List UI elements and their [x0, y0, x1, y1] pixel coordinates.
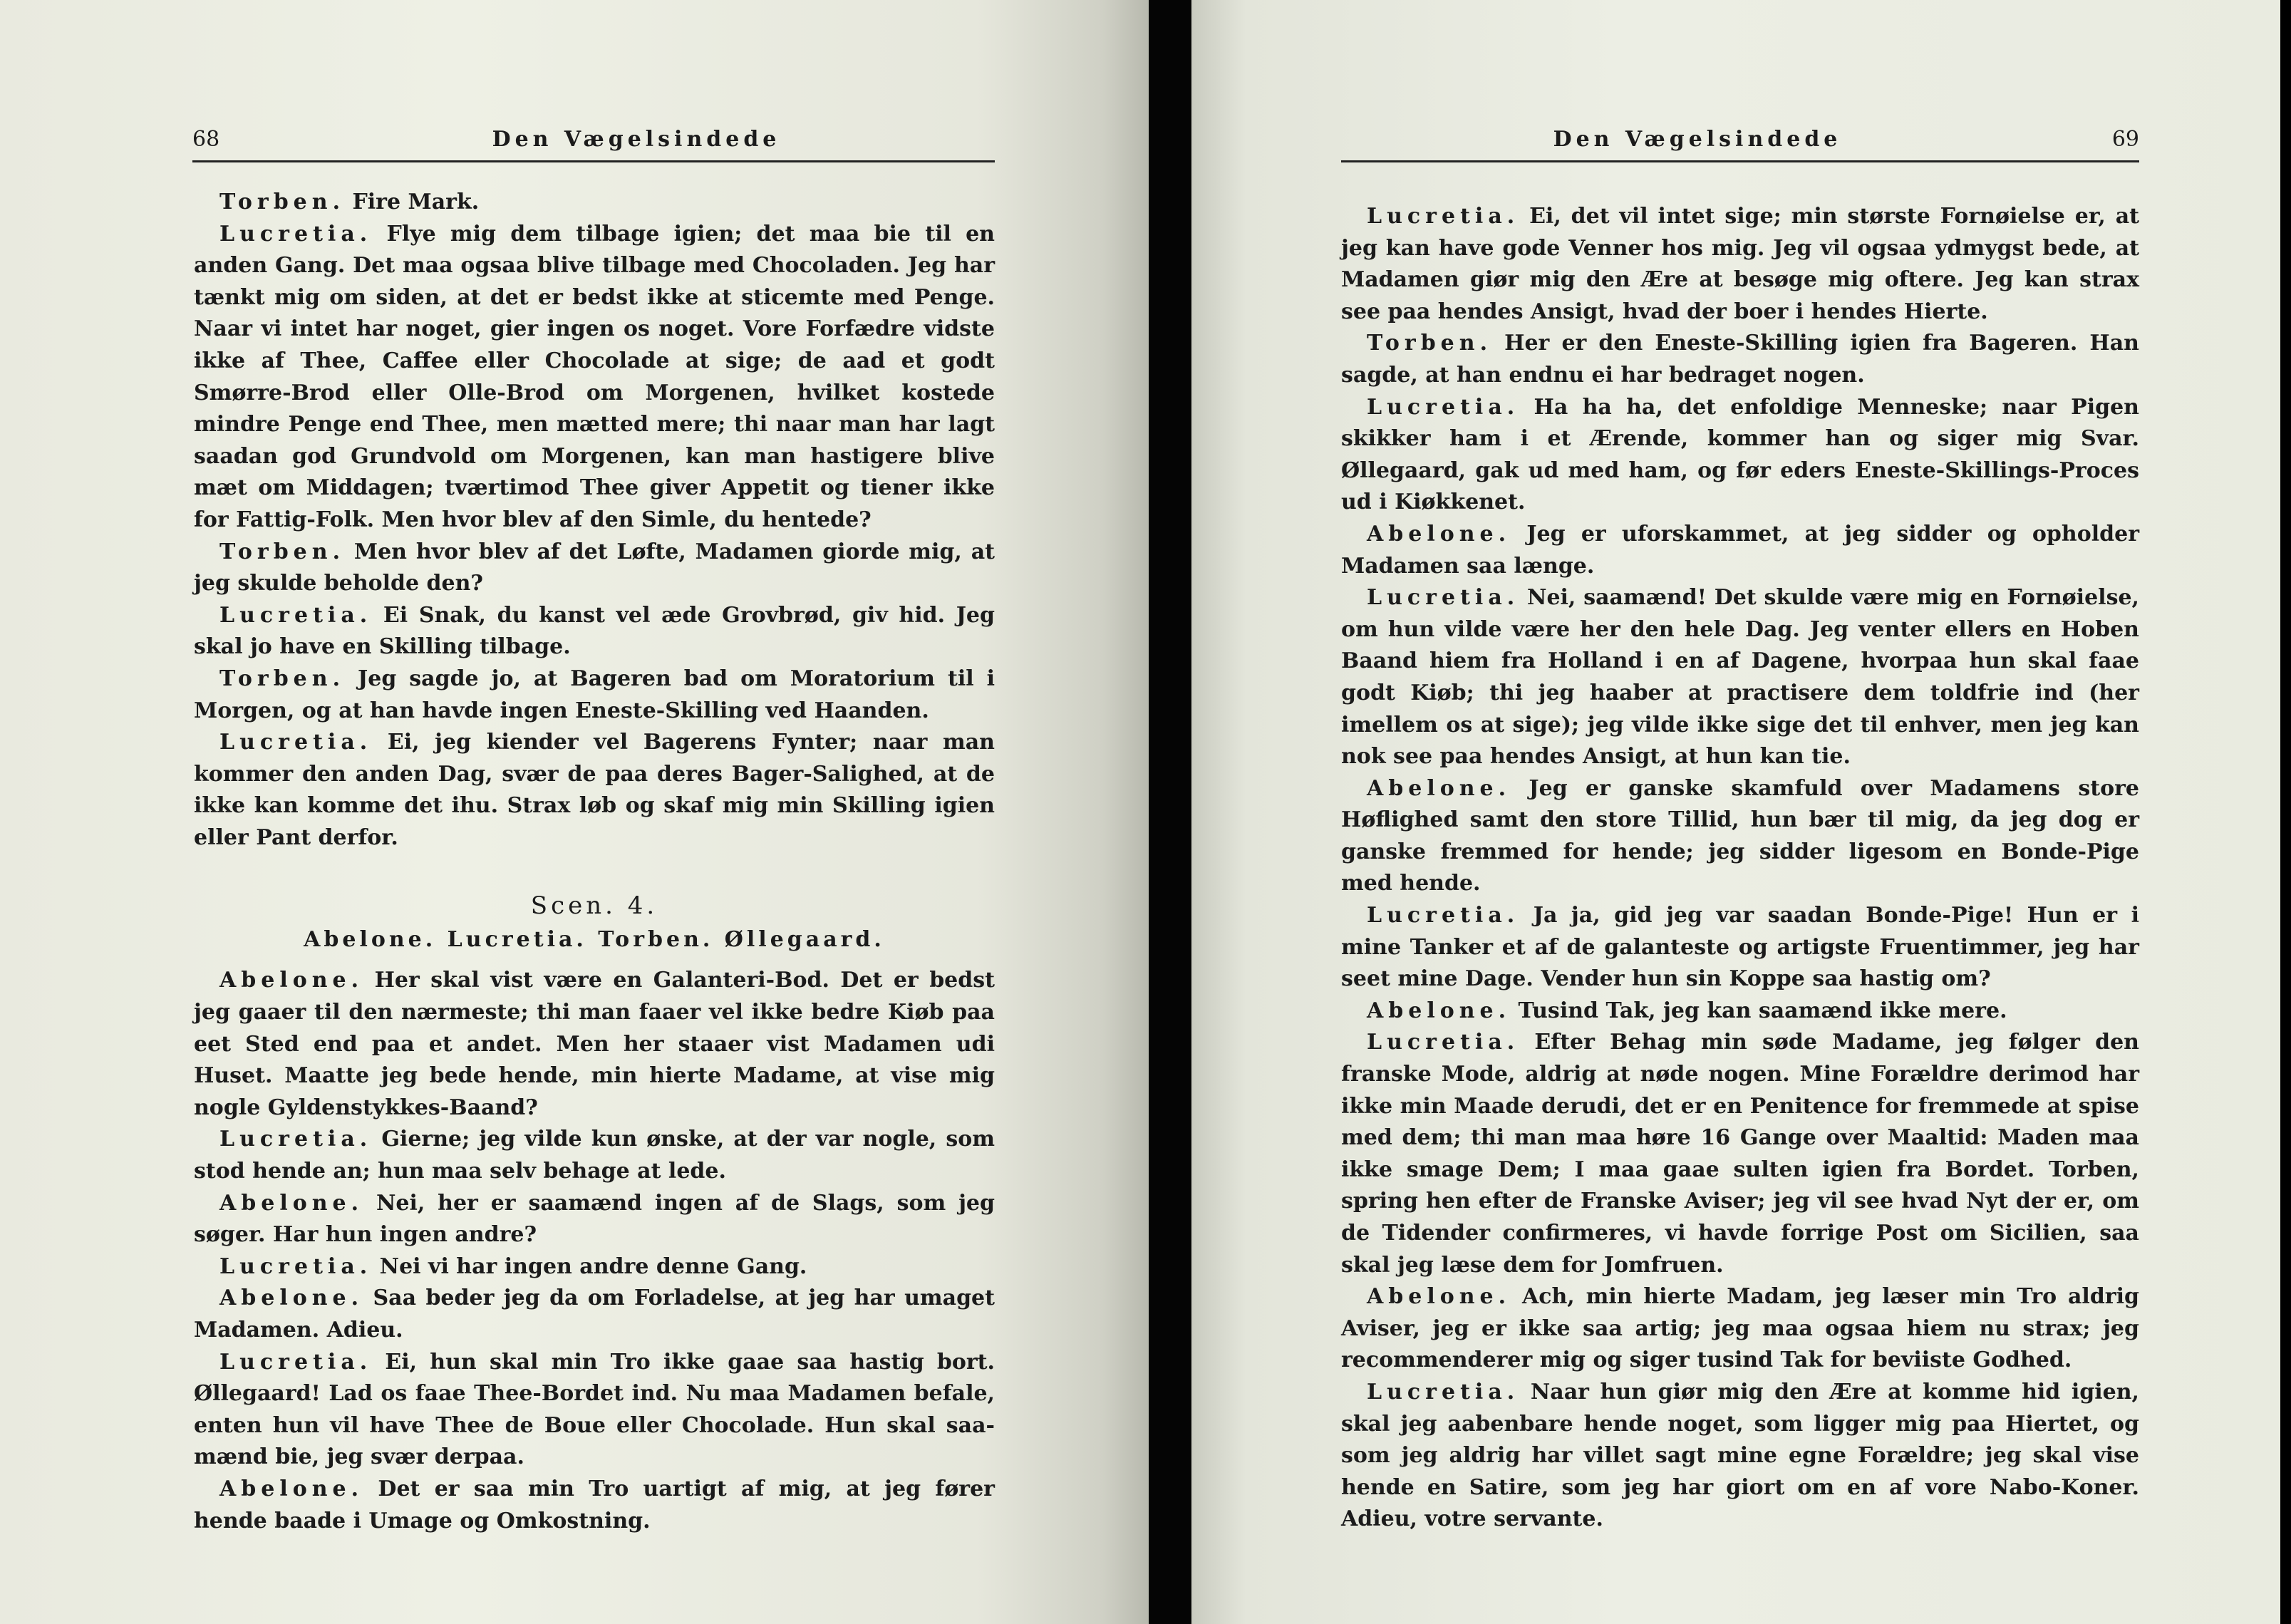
dialogue-paragraph	[194, 187, 995, 219]
speaker-name: Lucretia.	[219, 1349, 373, 1375]
speech-text: Fire Mark.	[352, 190, 480, 214]
dialogue-block	[194, 187, 995, 854]
speaker-name: Abelone.	[219, 1190, 364, 1216]
speech-text: Det er saa min Tro uartigt af mig, at jeg fører hende baade i Umage og Omkostning.	[194, 1476, 995, 1534]
speech-text: Jeg er uforskammet, at jeg sidder og opholder Madamen saa længe.	[1341, 521, 2139, 579]
dialogue-paragraph	[194, 1347, 995, 1474]
dialogue-paragraph	[1341, 1377, 2139, 1536]
speaker-name: Lucretia.	[219, 221, 373, 247]
speech-text: Her skal vist være en Galanteri-Bod. Det er bedst jeg gaaer til den nærmeste; thi man faaer vel ikke bedre Kiøb paa eet Sted end paa et andet. Men her staaer vist Madamen udi Huset. Maatte jeg bede hende, min hierte Madame, at vise mig nogle Gyldenstykkes-Baand?	[194, 968, 995, 1120]
dialogue-paragraph	[194, 1251, 995, 1283]
dialogue-paragraph	[1341, 900, 2139, 995]
speech-text: Nei, her er saamænd ingen af de Slags, som jeg søger. Har hun ingen andre?	[194, 1190, 995, 1248]
dialogue-block	[1341, 201, 2139, 1536]
dialogue-paragraph	[194, 1474, 995, 1537]
speaker-name: Torben.	[219, 190, 346, 214]
speech-text: Tusind Tak, jeg kan saamænd ikke mere.	[1518, 998, 2007, 1023]
dialogue-paragraph	[1341, 1027, 2139, 1281]
speaker-name: Lucretia.	[219, 1127, 373, 1152]
dialogue-paragraph	[194, 663, 995, 727]
dialogue-paragraph	[194, 1188, 995, 1251]
speaker-name: Torben.	[219, 666, 346, 691]
dialogue-paragraph	[194, 965, 995, 1124]
speech-text: Her er den Eneste-Skilling igien fra Bageren. Han sagde, at han endnu ei har bedraget nogen.	[1341, 331, 2139, 388]
speaker-name: Lucretia.	[1367, 1030, 1520, 1055]
speaker-name: Abelone.	[1367, 1284, 1511, 1310]
speech-text: Nei, saamænd! Det skulde være mig en Fornøielse, om hun vilde være her den hele Dag. Jeg venter ellers en Hoben Baand hiem fra Holland i en af Dagene, hvorpaa hun skal faae godt Kiøb; thi jeg haaber at practisere dem toldfrie ind (her imellem os at sige); jeg vilde ikke sige det til enhver, men jeg kan nok see paa hendes Ansigt, at hun kan tie.	[1341, 585, 2139, 770]
speech-text: Gierne; jeg vilde kun ønske, at der var nogle, som stod hende an; hun maa selv behage at lede.	[194, 1127, 995, 1184]
dialogue-block	[194, 965, 995, 1537]
speech-text: Ha ha ha, det enfoldige Menneske; naar Pigen skikker ham i et Ærende, kommer han og siger mig Svar. Øllegaard, gak ud med ham, og før eders Eneste-Skillings-Proces ud i Kiøkkenet.	[1341, 394, 2139, 515]
speaker-name: Lucretia.	[219, 602, 373, 628]
page-number: 68	[192, 127, 220, 152]
dialogue-paragraph	[1341, 773, 2139, 900]
dialogue-paragraph	[194, 600, 995, 663]
speaker-name: Abelone.	[1367, 521, 1511, 547]
dialogue-paragraph	[194, 1283, 995, 1346]
speech-text: Saa beder jeg da om Forladelse, at jeg har umaget Madamen. Adieu.	[194, 1286, 995, 1343]
dialogue-paragraph	[1341, 582, 2139, 773]
speaker-name: Lucretia.	[1367, 394, 1520, 420]
right-page	[1191, 0, 2280, 1624]
speech-text: Ei, det vil intet sige; min største Fornøielse er, at jeg kan have gode Venner hos mig. Jeg vil ogsaa ydmygst bede, at Madamen giør mig den Ære at besøge mig oftere. Jeg kan strax see paa hendes Ansigt, hvad der boer i hendes Hierte.	[1341, 204, 2139, 324]
right-page-header	[1341, 127, 2139, 158]
speaker-name: Abelone.	[1367, 775, 1511, 801]
dialogue-paragraph	[1341, 519, 2139, 582]
dialogue-paragraph	[194, 1124, 995, 1187]
speech-text: Ei, hun skal min Tro ikke gaae saa hastig bort. Øllegaard! Lad os faae Thee-Bordet ind. Nu maa Madamen befale, enten hun vil have Thee de Boue eller Chocolade. Hun skal saa-mænd bie, jeg svær derpaa.	[194, 1349, 995, 1470]
speech-text: Naar hun giør mig den Ære at komme hid igien, skal jeg aabenbare hende noget, som ligger mig paa Hiertet, og som jeg aldrig har villet sagt mine egne Forældre; jeg skal vise hende en Satire, som jeg har giort om en af vore Nabo-Koner. Adieu, votre servante.	[1341, 1379, 2139, 1532]
running-title: Den Vægelsindede	[1553, 127, 1842, 152]
dialogue-paragraph	[1341, 995, 2139, 1028]
dialogue-paragraph	[1341, 201, 2139, 328]
speaker-name: Lucretia.	[219, 730, 373, 755]
right-page-body	[1341, 201, 2139, 1536]
speaker-name: Lucretia.	[219, 1253, 373, 1279]
speech-text: Ach, min hierte Madam, jeg læser min Tro aldrig Aviser, jeg er ikke saa artig; jeg maa ogsaa hiem nu strax; jeg recommenderer mig og siger tusind Tak for beviiste Godhed.	[1341, 1284, 2139, 1373]
speaker-name: Abelone.	[219, 1286, 364, 1311]
speech-text: Ei, jeg kiender vel Bagerens Fynter; naar man kommer den anden Dag, svær de paa deres Bager-Salighed, at de ikke kan komme det ihu. Strax løb og skaf mig min Skilling igien eller Pant derfor.	[194, 730, 995, 850]
speech-text: Nei vi har ingen andre denne Gang.	[379, 1253, 807, 1279]
speaker-name: Torben.	[219, 539, 346, 564]
dialogue-paragraph	[194, 727, 995, 854]
page-number: 69	[2111, 127, 2139, 152]
scene-cast: Abelone. Lucretia. Torben. Øllegaard.	[304, 927, 885, 953]
speaker-name: Abelone.	[1367, 998, 1511, 1023]
speech-text: Ja ja, gid jeg var saadan Bonde-Pige! Hun er i mine Tanker et af de galanteste og artigste Fruentimmer, jeg har seet mine Dage. Vender hun sin Koppe saa hastig om?	[1341, 903, 2139, 992]
speaker-name: Lucretia.	[1367, 585, 1520, 611]
speech-text: Ei Snak, du kanst vel æde Grovbrød, giv hid. Jeg skal jo have en Skilling tilbage.	[194, 602, 995, 660]
speech-text: Efter Behag min søde Madame, jeg følger den franske Mode, aldrig at nøde nogen. Mine Forældre derimod har ikke min Maade derudi, det er en Penitence for fremmede at spise med dem; thi man maa høre 16 Gange over Maaltid: Maden maa ikke smage Dem; I maa gaae sulten igien fra Bordet. Torben, spring hen efter de Franske Aviser; jeg vil see hvad Nyt der er, om de Tidender confirmeres, vi havde forrige Post om Sicilien, saa skal jeg læse dem for Jomfruen.	[1341, 1030, 2139, 1278]
dialogue-paragraph	[194, 537, 995, 600]
dialogue-paragraph	[1341, 328, 2139, 391]
speaker-name: Lucretia.	[1367, 204, 1520, 229]
speaker-name: Torben.	[1367, 331, 1493, 356]
left-page-header	[192, 127, 995, 158]
speech-text: Jeg er ganske skamfuld over Madamens store Høflighed samt den store Tillid, hun bær til mig, da jeg dog er ganske fremmed for hende; jeg sidder ligesom en Bonde-Pige med hende.	[1341, 775, 2139, 896]
speech-text: Jeg sagde jo, at Bageren bad om Moratorium til i Morgen, og at han havde ingen Eneste-Skilling ved Haanden.	[194, 666, 995, 723]
dialogue-paragraph	[194, 219, 995, 537]
header-rule	[1341, 160, 2139, 162]
speaker-name: Lucretia.	[1367, 903, 1520, 929]
speech-text: Flye mig dem tilbage igien; det maa bie til en anden Gang. Det maa ogsaa blive tilbage med Chocoladen. Jeg har tænkt mig om siden, at det er bedst ikke at sticemte med Penge. Naar vi intet har noget, gier ingen os noget. Vore Forfædre vidste ikke af Thee, Caffee eller Chocolade at sige; de aad et godt Smørre-Brod eller Olle-Brod om Morgenen, hvilket kostede mindre Penge end Thee, men mætted mere; thi naar man har lagt saadan god Grundvold om Morgenen, kan man hastigere blive mæt om Middagen; tværtimod Thee giver Appetit og tiener ikke for Fattig-Folk. Men hvor blev af den Simle, du hentede?	[194, 221, 995, 532]
running-title: Den Vægelsindede	[492, 127, 781, 152]
scene-title: Scen. 4.	[530, 891, 658, 921]
dialogue-paragraph	[1341, 1281, 2139, 1377]
header-rule	[192, 160, 995, 162]
dialogue-paragraph	[1341, 392, 2139, 519]
speaker-name: Abelone.	[219, 968, 364, 993]
left-page-body	[194, 187, 995, 1537]
speaker-name: Lucretia.	[1367, 1379, 1520, 1405]
book-gutter	[1149, 0, 1191, 1624]
speech-text: Men hvor blev af det Løfte, Madamen giorde mig, at jeg skulde beholde den?	[194, 539, 995, 596]
speaker-name: Abelone.	[219, 1476, 364, 1501]
